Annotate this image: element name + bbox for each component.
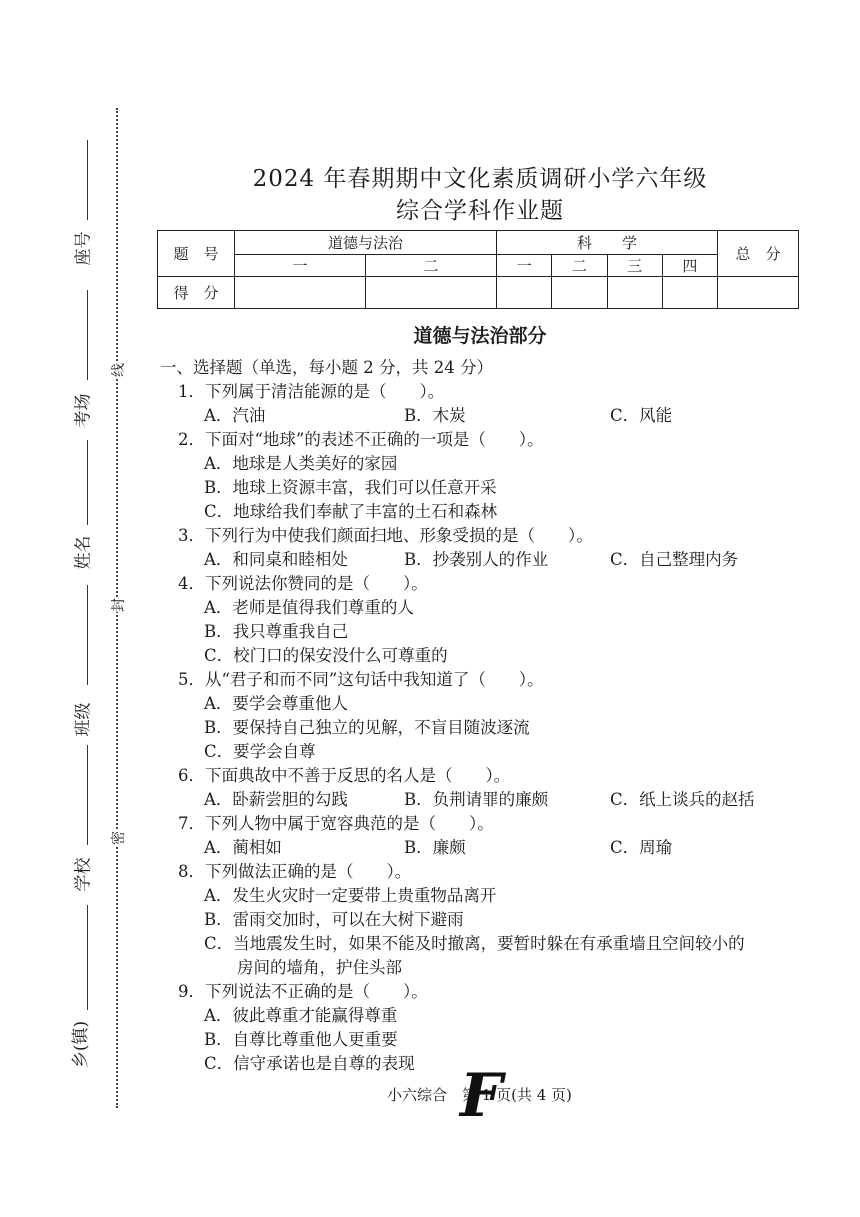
seat-number-blank[interactable]: [87, 140, 89, 220]
score-cell[interactable]: [607, 277, 662, 309]
name-blank[interactable]: [87, 440, 89, 525]
seat-number-label: 座号: [73, 231, 94, 266]
answer-option: C．校门口的保安没什么可尊重的: [204, 646, 448, 665]
group-header-morality: 道德与法治: [235, 231, 497, 255]
score-cell[interactable]: [662, 277, 717, 309]
total-score-header: 总 分: [718, 231, 799, 277]
school-blank[interactable]: [87, 745, 89, 845]
answer-option: B．地球上资源丰富，我们可以任意开采: [204, 478, 497, 497]
question-stem: 4．下列说法你赞同的是（ ）。: [178, 574, 428, 593]
answer-option: A．彼此尊重才能赢得尊重: [204, 1006, 398, 1025]
col-science-4: 四: [662, 255, 717, 277]
col-morality-1: 一: [235, 255, 366, 277]
score-cell[interactable]: [718, 277, 799, 309]
part-heading: 一、选择题（单选，每小题 2 分，共 24 分）: [160, 358, 493, 377]
answer-option: A．汽油: [204, 406, 266, 425]
answer-option: C．信守承诺也是自尊的表现: [204, 1054, 415, 1073]
group-header-science: 科 学: [497, 231, 718, 255]
seal-mark-secret: 密: [108, 831, 128, 845]
col-science-3: 三: [607, 255, 662, 277]
question-stem: 1．下列属于清洁能源的是（ ）。: [178, 382, 445, 401]
answer-option: B．雷雨交加时，可以在大树下避雨: [204, 910, 464, 929]
answer-option: B．抄袭别人的作业: [404, 550, 549, 569]
option-row: [160, 404, 820, 428]
answer-option: B．要保持自己独立的见解，不盲目随波逐流: [204, 718, 530, 737]
class-blank[interactable]: [87, 585, 89, 685]
option-row: [160, 836, 820, 860]
score-cell[interactable]: [366, 277, 497, 309]
page-footer: 小六综合 第 1 页(共 4 页): [387, 1086, 572, 1104]
answer-option: B．自尊比尊重他人更重要: [204, 1030, 398, 1049]
section-title: 道德与法治部分: [413, 325, 547, 347]
answer-option: A．老师是值得我们尊重的人: [204, 598, 414, 617]
answer-option: A．发生火灾时一定要带上贵重物品离开: [204, 886, 497, 905]
binding-margin: [0, 0, 140, 1217]
answer-option: A．要学会尊重他人: [204, 694, 348, 713]
score-table: [157, 230, 799, 309]
option-row: [160, 788, 820, 812]
answer-option: A．和同桌和睦相处: [204, 550, 348, 569]
question-stem: 5．从“君子和而不同”这句话中我知道了（ ）。: [178, 670, 544, 689]
option-row: [160, 548, 820, 572]
questions-container: [160, 380, 820, 1076]
score-cell[interactable]: [497, 277, 552, 309]
col-morality-2: 二: [366, 255, 497, 277]
exam-room-blank[interactable]: [87, 290, 89, 380]
answer-option: A．卧薪尝胆的勾践: [204, 790, 348, 809]
score-cell[interactable]: [552, 277, 607, 309]
answer-option: C．周瑜: [610, 838, 673, 857]
township-blank[interactable]: [87, 905, 89, 1010]
col-science-1: 一: [497, 255, 552, 277]
answer-option: C．地球给我们奉献了丰富的土石和森林: [204, 502, 498, 521]
exam-subtitle: 综合学科作业题: [396, 198, 564, 224]
question-stem: 2．下面对“地球”的表述不正确的一项是（ ）。: [178, 430, 544, 449]
exam-room-label: 考场: [73, 393, 94, 428]
watermark-logo: F: [460, 1061, 503, 1131]
answer-option: B．廉颇: [404, 838, 466, 857]
question-number-header: 题 号: [158, 231, 235, 277]
answer-option: C．要学会自尊: [204, 742, 316, 761]
answer-option: C．风能: [610, 406, 673, 425]
question-stem: 9．下列说法不正确的是（ ）。: [178, 982, 428, 1001]
score-cell[interactable]: [235, 277, 366, 309]
answer-option: A．地球是人类美好的家园: [204, 454, 398, 473]
seal-mark-line: 线: [108, 363, 128, 377]
name-label: 姓名: [73, 535, 94, 570]
question-stem: 3．下列行为中使我们颜面扫地、形象受损的是（ ）。: [178, 526, 593, 545]
question-stem: 8．下列做法正确的是（ ）。: [178, 862, 412, 881]
question-stem: 6．下面典故中不善于反思的名人是（ ）。: [178, 766, 511, 785]
answer-option: C．当地震发生时，如果不能及时撤离，要暂时躲在有承重墙且空间较小的: [204, 934, 745, 953]
answer-option: B．负荆请罪的廉颇: [404, 790, 549, 809]
answer-option: C．纸上谈兵的赵括: [610, 790, 755, 809]
class-label: 班级: [73, 702, 94, 737]
answer-option: C．自己整理内务: [610, 550, 739, 569]
answer-option: A．蔺相如: [204, 838, 282, 857]
question-stem: 7．下列人物中属于宽容典范的是（ ）。: [178, 814, 494, 833]
answer-option: B．我只尊重我自己: [204, 622, 349, 641]
answer-option: 房间的墙角，护住头部: [204, 958, 402, 977]
exam-title: 2024 年春期期中文化素质调研小学六年级: [252, 166, 708, 192]
col-science-2: 二: [552, 255, 607, 277]
score-row-label: 得 分: [158, 277, 235, 309]
school-label: 学校: [73, 857, 94, 892]
seal-mark-seal: 封: [108, 598, 128, 612]
question-list: [160, 356, 820, 1076]
township-label: 乡(镇): [71, 1020, 92, 1069]
answer-option: B．木炭: [404, 406, 466, 425]
